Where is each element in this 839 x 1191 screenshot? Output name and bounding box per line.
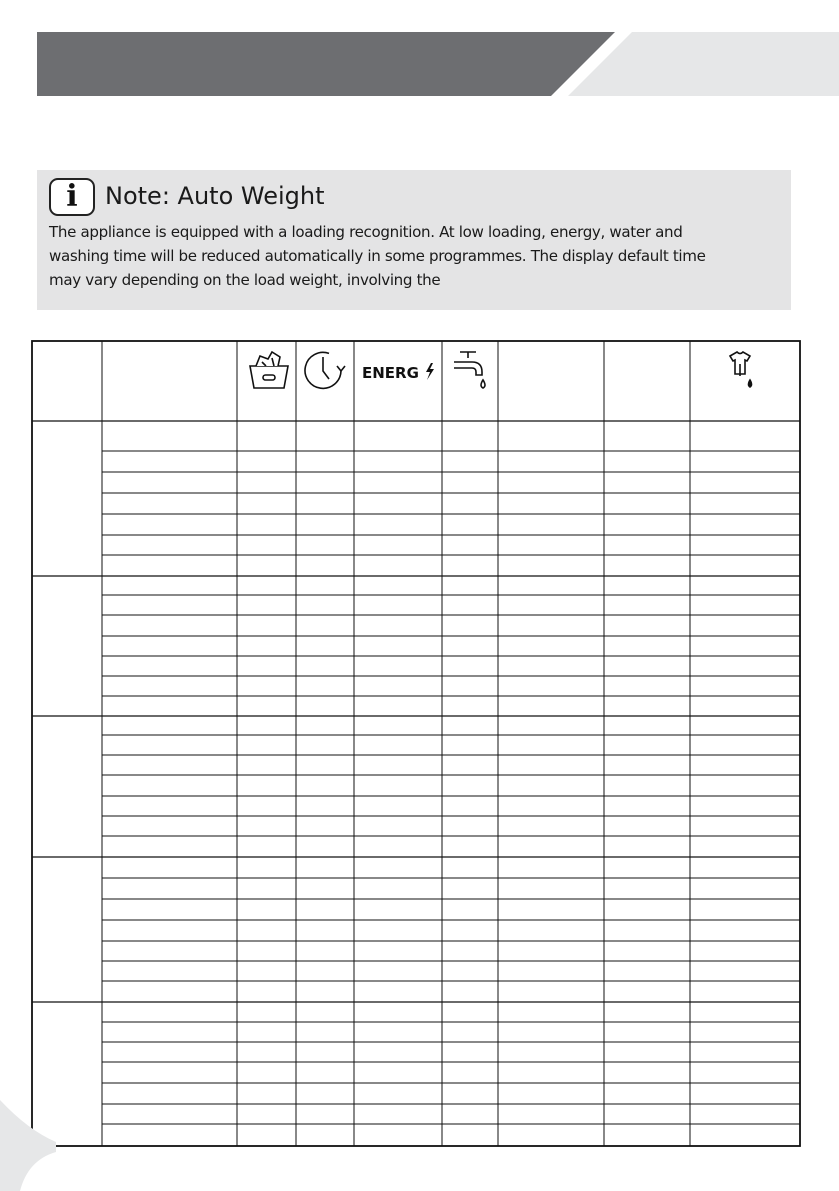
table-border [32, 341, 800, 1146]
page-corner-tab [0, 1100, 60, 1191]
note-title: Note: Auto Weight [105, 182, 325, 210]
note-line-3: may vary depending on the load weight, involving the [49, 271, 441, 289]
energy-icon-label: ENERG [362, 364, 419, 382]
laundry-basket-icon [250, 352, 288, 388]
table-grid [32, 341, 800, 1146]
note-line-1: The appliance is equipped with a loading recognition. At low loading, energy, water and [49, 223, 683, 241]
wet-garment-icon [730, 352, 752, 387]
clock-icon [305, 352, 345, 388]
note-line-2: washing time will be reduced automatically in some programmes. The display default time [49, 247, 706, 265]
energy-icon [362, 363, 434, 382]
water-tap-icon [454, 352, 485, 388]
info-icon-glyph: i [66, 179, 78, 214]
